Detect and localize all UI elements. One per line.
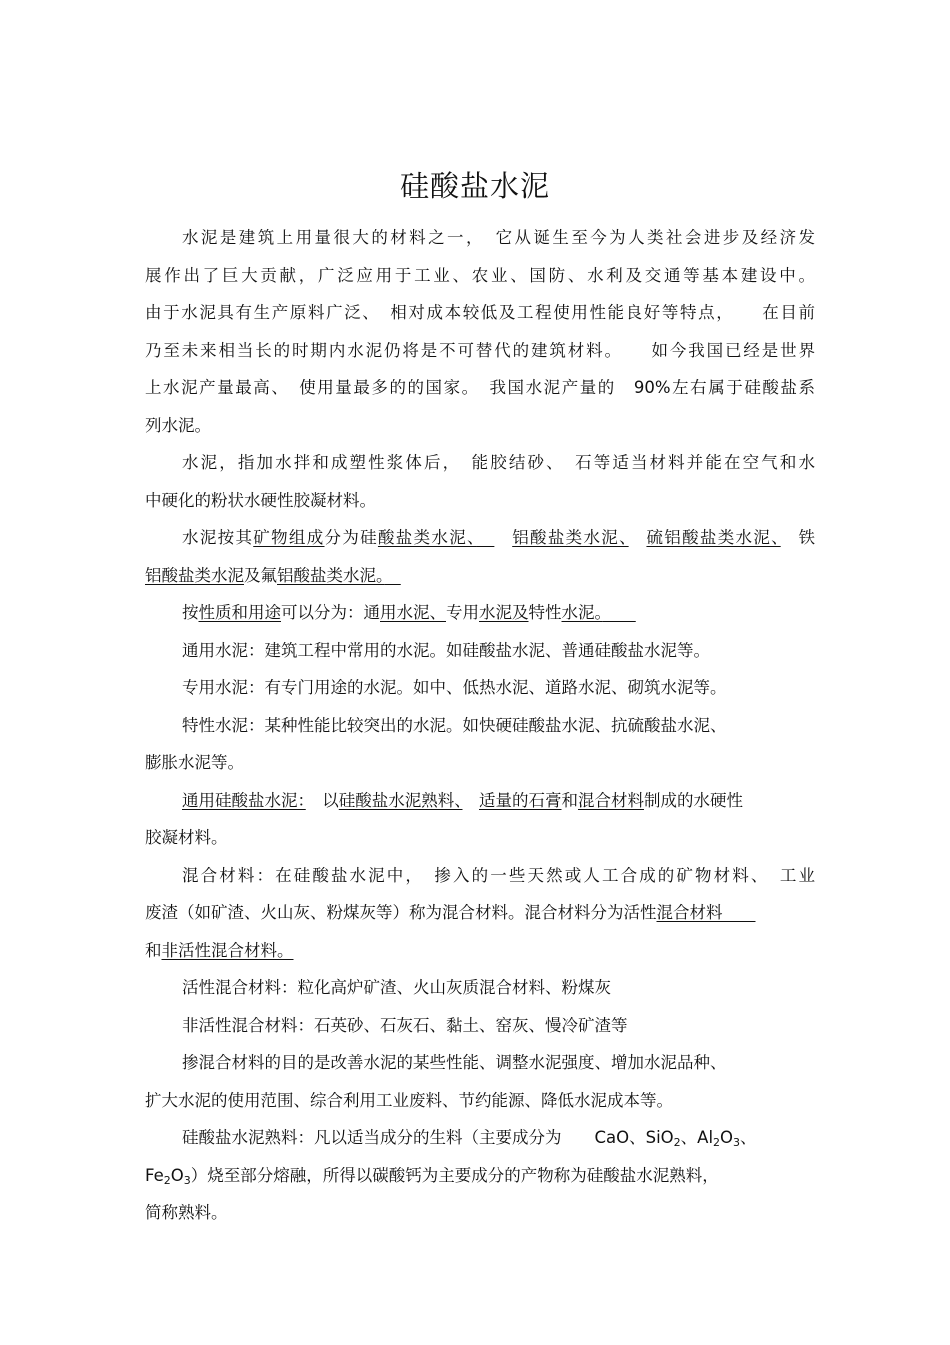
text: 及氟 (244, 566, 277, 585)
underlined-term: 硅酸盐水泥熟料、 (338, 791, 463, 810)
page-title: 硅酸盐水泥 (399, 169, 550, 203)
paragraph-6: 专用水泥：有专门用途的水泥。如中、低热水泥、道路水泥、砌筑水泥等。 (182, 678, 727, 697)
paragraph-5: 通用水泥：建筑工程中常用的水泥。如硅酸盐水泥、普通硅酸盐水泥等。 (182, 641, 710, 660)
underlined-term: 铝酸盐类水泥 (145, 566, 244, 585)
text: 制成的水硬性 (644, 791, 743, 810)
paragraph-2-line-2: 中硬化的粉状水硬性胶凝材料。 (145, 491, 376, 510)
text: 硅酸盐水泥熟料：凡以适当成分的生料（主要成分为 CaO、SiO (182, 1128, 674, 1147)
text: 、 (740, 1128, 757, 1147)
underline-gap (603, 603, 636, 622)
paragraph-9-line-3 (145, 940, 815, 962)
underlined-term: 铝酸盐类水泥。 (277, 566, 385, 585)
underlined-term: 用水泥、 (380, 603, 446, 622)
paragraph-8-line-2: 胶凝材料。 (145, 828, 228, 847)
paragraph-1-line-3: 由于水泥具有生产原料广泛、 相对成本较低及工程使用性能良好等特点， 在目前 (145, 303, 815, 322)
text: O (170, 1166, 184, 1185)
text: 可以分为：通 (281, 603, 380, 622)
paragraph-1-line-4: 乃至未来相当长的时期内水泥仍将是不可替代的建筑材料。 如今我国已经是世界 (145, 341, 815, 360)
underlined-term: 通用硅酸盐水泥： (182, 791, 306, 810)
paragraph-9-line-2 (145, 902, 815, 924)
paragraph-3-line-2 (145, 565, 815, 587)
subscript: 3 (183, 1174, 191, 1187)
text: O (720, 1128, 734, 1147)
underlined-term: 性质和用途 (198, 603, 281, 622)
underline-gap (477, 528, 495, 547)
underline-gap (384, 566, 401, 585)
text: 废渣（如矿渣、火山灰、粉煤灰等）称为混合材料。混合材料分为活性 (145, 903, 657, 922)
paragraph-1-line-6: 列水泥。 (145, 416, 211, 435)
underlined-term: 混合材料 (656, 903, 723, 922)
paragraph-9-line-1: 混合材料：在硅酸盐水泥中， 掺入的一些天然或人工合成的矿物材料、 工业 (182, 866, 815, 885)
paragraph-11: 非活性混合材料：石英砂、石灰石、黏土、窑灰、慢冷矿渣等 (182, 1016, 628, 1035)
paragraph-1-line-2: 展作出了巨大贡献，广泛应用于工业、农业、国防、水利及交通等基本建设中。 (145, 266, 815, 285)
text: 专用 (446, 603, 479, 622)
paragraph-7-line-1: 特性水泥：某种性能比较突出的水泥。如快硬硅酸盐水泥、抗硫酸盐水泥、 (182, 716, 727, 735)
underlined-term: 适量的石膏 (479, 791, 562, 810)
subscript: 2 (713, 1136, 721, 1149)
text: 按 (182, 603, 199, 622)
paragraph-7-line-2: 膨胀水泥等。 (145, 753, 244, 772)
paragraph-1-line-5: 上水泥产量最高、 使用量最多的的国家。 我国水泥产量的 90%左右属于硅酸盐系 (145, 378, 815, 397)
paragraph-3-line-1 (145, 527, 815, 549)
paragraph-12-line-2: 扩大水泥的使用范围、综合利用工业废料、节约能源、降低水泥成本等。 (145, 1091, 673, 1110)
paragraph-4 (145, 602, 815, 624)
underlined-term: 混合材料 (578, 791, 644, 810)
text: 以 (305, 791, 339, 810)
underlined-term: 非活性混合材料。 (161, 941, 294, 960)
underlined-term: 硫铝酸盐类水泥、 (646, 528, 781, 547)
text (629, 528, 647, 547)
text: ）烧至部分熔融，所得以碳酸钙为主要成分的产物称为硅酸盐水泥熟料， (190, 1166, 719, 1185)
paragraph-13-line-2 (145, 1165, 815, 1187)
text: 、Al (680, 1128, 714, 1147)
underlined-term: 矿物组成 (253, 528, 325, 547)
paragraph-1-line-1: 水泥是建筑上用量很大的材料之一， 它从诞生至今为人类社会进步及经济发 (182, 228, 815, 247)
underlined-term: 水泥及 (479, 603, 529, 622)
text (494, 528, 512, 547)
paragraph-10: 活性混合材料：粒化高炉矿渣、火山灰质混合材料、粉煤灰 (182, 978, 611, 997)
paragraph-13-line-1 (145, 1127, 815, 1149)
subscript: 2 (673, 1136, 681, 1149)
paragraph-8-line-1 (145, 790, 815, 812)
text: 分为硅 (324, 528, 378, 547)
underlined-term: 酸盐类水泥、 (377, 528, 477, 547)
underlined-term: 水泥。 (561, 603, 603, 622)
text: 和 (561, 791, 578, 810)
underline-gap (723, 903, 756, 922)
text: 水泥按其 (182, 528, 254, 547)
paragraph-2-line-1: 水泥，指加水拌和成塑性浆体后， 能胶结砂、 石等适当材料并能在空气和水 (182, 453, 815, 472)
paragraph-12-line-1: 掺混合材料的目的是改善水泥的某些性能、调整水泥强度、增加水泥品种、 (182, 1053, 727, 1072)
text: 和 (145, 941, 162, 960)
text: 铁 (780, 528, 815, 547)
text: Fe (145, 1166, 164, 1185)
text (463, 791, 480, 810)
text: 特性 (528, 603, 562, 622)
paragraph-13-line-3: 简称熟料。 (145, 1203, 228, 1222)
subscript: 3 (733, 1136, 741, 1149)
underlined-term: 铝酸盐类水泥、 (512, 528, 629, 547)
subscript: 2 (163, 1174, 171, 1187)
